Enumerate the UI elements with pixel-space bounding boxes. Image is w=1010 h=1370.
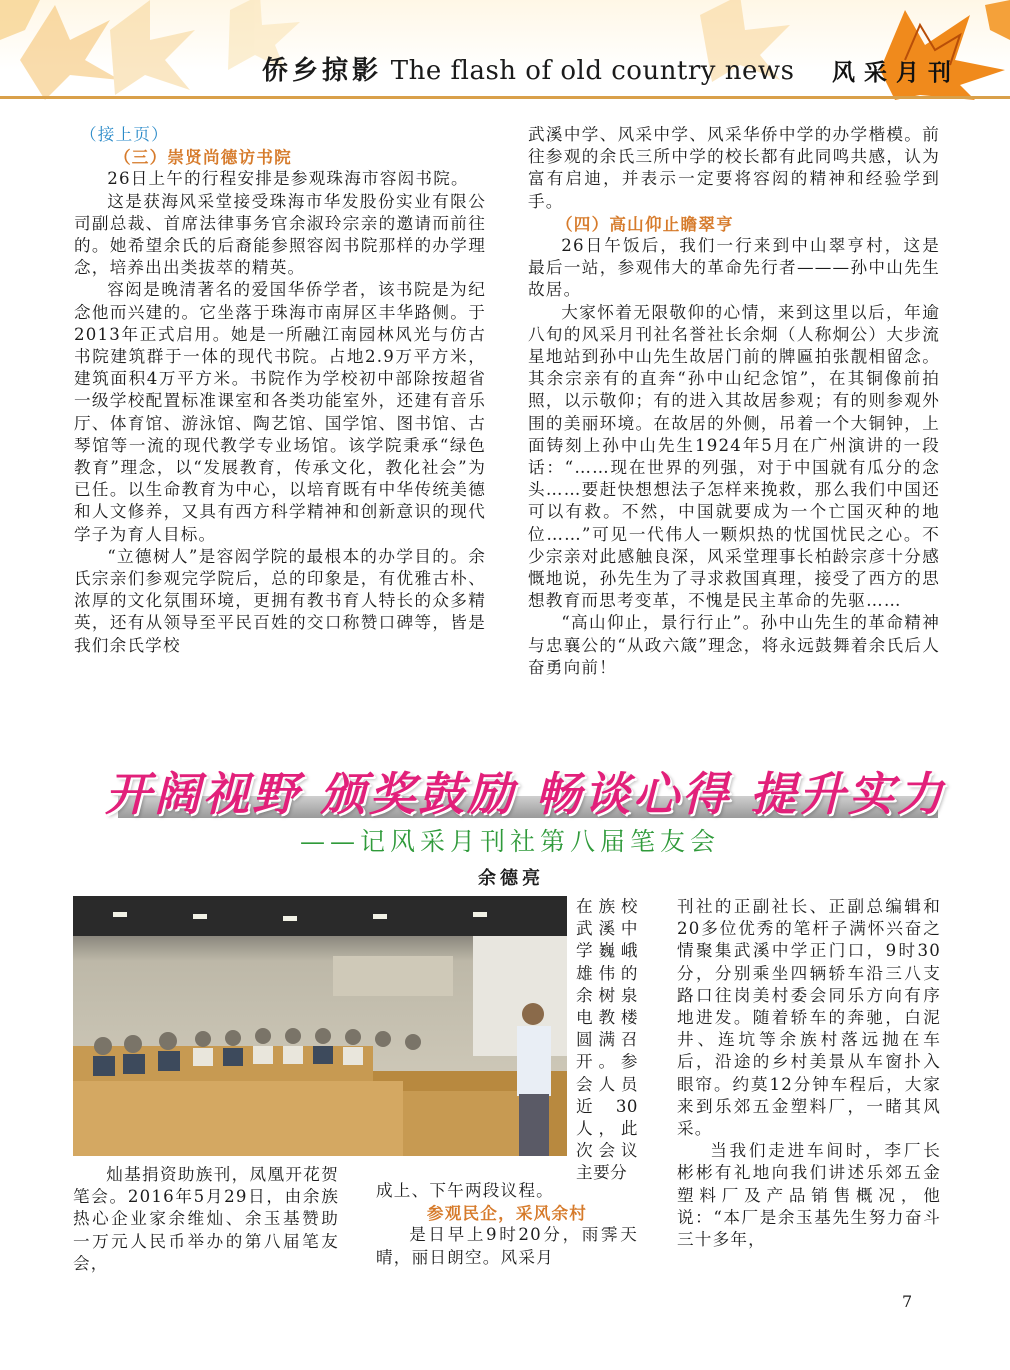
page-number: 7	[902, 1292, 913, 1311]
paragraph: 26日上午的行程安排是参观珠海市容闳书院。	[107, 169, 469, 189]
page-header	[0, 0, 1010, 100]
paragraph: 这是获海风采堂接受珠海市华发股份实业有限公司副总裁、首席法律事务官余淑玲宗亲的邀请而前往的。她希望余氏的后裔能参照容闳书院那样的办学理念，培养出出类拔萃的精英。	[74, 191, 486, 278]
paragraph: 是日早上9时20分，雨霁天晴，丽日朗空。风采月	[376, 1225, 638, 1267]
text-column-middle	[376, 1180, 638, 1269]
author-byline: 余德亮	[478, 868, 544, 889]
paragraph: 刊社的正副社长、正副总编辑和20多位优秀的笔杆子满怀兴奋之情聚集武溪中学正门口，9时30分，分别乘坐四辆轿车沿三八支路口往岗美村委会同乐方向有序地进发。随着轿车的奔驰，白泥井、连坑等余族村落远抛在车后，沿途的乡村美景从车窗扑入眼帘。约莫12分钟车程后，大家来到乐郊五金塑料厂，一睹其风采。	[677, 897, 941, 1139]
header-rule	[0, 96, 1010, 99]
section-title	[262, 50, 795, 87]
text-column-narrow: 在族校武溪中学巍峨雄伟的余树泉电教楼圆满召开。参会人员近30人，此次会议主要分	[576, 897, 638, 1183]
article-subtitle: ——记风采月刊社第八届笔友会	[300, 827, 721, 856]
paragraph: 容闳是晚清著名的爱国华侨学者，该书院是为纪念他而兴建的。它坐落于珠海市南屏区丰华路侧。于2013年正式启用。她是一所融江南园林风光与仿古书院建筑群于一体的现代书院。占地2.9万平方米，建筑面积4万平方米。书院作为学校初中部除按超省一级学校配置标准课室和各类功能室外，还建有音乐厅、体育馆、游泳馆、陶艺馆、国学馆、图书馆、古琴馆等一流的现代教学专业场馆。该学院秉承“绿色教育”理念，以“发展教育，传承文化，教化社会”为已任。以生命教育为中心，以培育既有中华传统美德和人文修养，又具有西方科学精神和创新意识的现代学子为育人目标。	[74, 280, 486, 544]
paragraph: 26日午饭后，我们一行来到中山翠亨村，这是最后一站，参观伟大的革命先行者———孙中山先生故居。	[528, 236, 940, 300]
paragraph: 成上、下午两段议程。	[376, 1181, 554, 1200]
meeting-photo-drawing	[73, 896, 567, 1156]
text-column-right	[677, 896, 941, 1251]
paragraph: “立德树人”是容闳学院的最根本的办学目的。余氏宗亲们参观完学院后，总的印象是，有优雅古朴、浓厚的文化氛围环境，更拥有教书育人特长的众多精英，还有从领导至平民百姓的交口称赞口碑等，皆是我们余氏学校	[74, 546, 486, 655]
paragraph: 当我们走进车间时，李厂长彬彬有礼地向我们讲述乐郊五金塑料厂及产品销售概况，他说：“本厂是余玉基先生努力奋斗三十多年，	[677, 1141, 941, 1250]
paragraph: “高山仰止，景行行止”。孙中山先生的革命精神与忠襄公的“从政六箴”理念，将永远鼓舞着余氏后人奋勇向前！	[528, 613, 940, 677]
paragraph: 武溪中学、风采中学、风采华侨中学的办学楷模。前往参观的余氏三所中学的校长都有此同鸣共感，认为富有启迪，并表示一定要将容闳的精神和经验学到手。	[528, 125, 940, 211]
paragraph: 灿基捐资助族刊，凤凰开花贺笔会。2016年5月29日，由余族热心企业家余维灿、余玉基赞助一万元人民币举办的第八届笔友会，	[73, 1165, 339, 1273]
section-title-en: The flash of old country news	[390, 56, 795, 86]
article-right-column	[528, 124, 940, 679]
magazine-name: 风采月刊	[832, 59, 960, 86]
section-heading-3: （三）崇贤尚德访书院	[114, 147, 292, 168]
paragraph: 大家怀着无限敬仰的心情，来到这里以后，年逾八旬的风采月刊社名誉社长余炯（人称炯公）大步流星地站到孙中山先生故居门前的牌匾拍张靓相留念。其余宗亲有的直奔“孙中山纪念馆”，在其铜像前拍照，以示敬仰；有的进入其故居参观；有的则参观外围的美丽环境。在故居的外侧，吊着一个大铜钟，上面铸刻上孙中山先生1924年5月在广州演讲的一段话：“……现在世界的列强，对于中国就有瓜分的念头……要赶快想想法子怎样来挽救，那么我们中国还可以有救。不然，中国就要成为一个亡国灭种的地位……”可见一代伟人一颗炽热的忧国忧民之心。不少宗亲对此感触良深，风采堂理事长柏龄宗彦十分感慨地说，孙先生为了寻求救国真理，接受了西方的思想教育而思考变革，不愧是民主革命的先驱……	[528, 302, 940, 611]
text-below-photo	[73, 1164, 339, 1275]
article-left-column	[74, 124, 486, 657]
continued-label: （接上页）	[80, 125, 169, 144]
section-title-zh: 侨乡掠影	[262, 56, 383, 86]
subsection-heading: 参观民企，采风余村	[426, 1203, 588, 1224]
section-heading-4: （四）高山仰止瞻翠亨	[556, 213, 734, 234]
meeting-photo	[73, 896, 567, 1156]
article-headline: 开阔视野 颁奖鼓励 畅谈心得 提升实力	[105, 767, 947, 821]
